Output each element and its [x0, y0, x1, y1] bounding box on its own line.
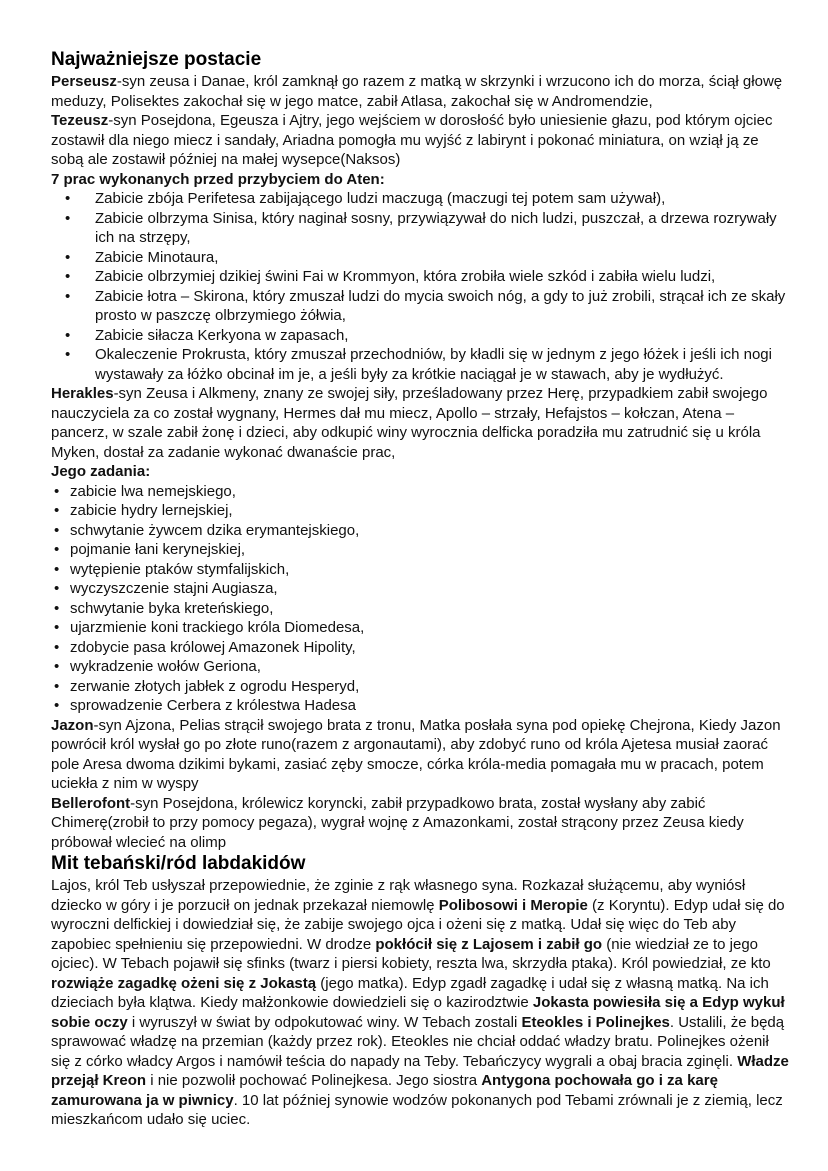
list-item [51, 638, 790, 658]
list-item [51, 696, 790, 716]
paragraph [51, 111, 790, 170]
list-item [51, 677, 790, 697]
text-run: Zabicie Minotaura, [95, 248, 219, 266]
bold-text-run: Eteokles i Polinejkes [521, 1013, 670, 1031]
text-run: i wyruszył w świat by odpokutować winy. W Tebach zostali [127, 1013, 522, 1031]
list-item [51, 618, 790, 638]
text-run: -syn zeusa i Danae, król zamknął go razem z matką w skrzynki i wrzucono ich do morza, ściął głowę meduzy, Polisektes zakochał się w jego matce, zabił Atlasa, zakochał się w Andromendzie, [51, 73, 783, 110]
bold-text-run: Perseusz [51, 73, 117, 90]
text-run: Zabicie olbrzyma Sinisa, który naginał sosny, przywiązywał do nich ludzi, puszczał, a drzewa rozrywały ich na strzępy, [95, 209, 777, 246]
text-run: zdobycie pasa królowej Amazonek Hipolity, [70, 638, 356, 656]
text-run: wyczyszczenie stajni Augiasza, [70, 580, 278, 597]
text-run: -syn Posejdona, królewicz koryncki, zabił przypadkowo brata, został wysłany aby zabić Chimerę(zrobił to przy pomocy pegaza), wygrał wojnę z Amazonkami, został strącony przez Zeusa kiedy próbował wlecieć na olimp [51, 794, 744, 851]
text-run: (z Koryntu). Edyp udał się do wyroczni delfickiej i dowiedział się, że zabije swojego ojca i ożeni się z matką. Udał się więc do Teb aby zapobiec spełnieniu się przepowiedni. W drodze [51, 896, 785, 953]
bold-text-run: Bellerofont [51, 794, 131, 812]
text-run: (nie wiedział ze to jego ojciec). W Tebach pojawił się sfinks (twarz i piersi kobiety, reszta lwa, skrzydła ptaka). Król powiedział, ze kto [51, 935, 771, 972]
text-run: (jego matka). Edyp zgadł zagadkę i udał się z własną matką. Na ich dzieciach była klątwa. Kiedy małżonkowie dowiedzieli się o kazirodztwie [51, 974, 769, 1011]
list-item [51, 189, 790, 209]
list-item [51, 579, 790, 599]
paragraph [51, 876, 790, 1130]
list-item [51, 560, 790, 580]
text-run: pojmanie łani kerynejskiej, [70, 541, 246, 558]
paragraph [51, 384, 790, 462]
text-run: Zabicie siłacza Kerkyona w zapasach, [95, 326, 349, 344]
bullet-list [51, 482, 790, 716]
list-item [51, 267, 790, 287]
bold-text-run: Jokasta powiesiła się a Edyp wykuł sobie oczy [51, 994, 785, 1031]
text-run: Zabicie łotra – Skirona, który zmuszał ludzi do mycia swoich nóg, a gdy to już zrobili, strącał ich ze skały prosto w paszczę olbrzymiego żółwia, [95, 287, 786, 324]
section-heading: Mit tebański/ród labdakidów [51, 853, 306, 874]
list-item [51, 521, 790, 541]
text-run: . Ustalili, że będą sprawować władzę na przemian (każdy przez rok). Eteokles nie chciał oddać władzy bratu. Polinejkes ożenił się z córko władcy Argos i namówił teścia do napady na Teby. Tebańczycy wygrali a obaj bracia zginęli. [51, 1013, 785, 1070]
list-item [51, 501, 790, 521]
bullet-list [51, 189, 790, 384]
bold-text-run: Władze przejął Kreon [51, 1052, 789, 1089]
text-run: Zabicie zbója Perifetesa zabijającego ludzi maczugą (maczugi tej potem sam używał), [95, 190, 666, 207]
paragraph [51, 462, 790, 482]
bold-text-run: Jego zadania: [51, 463, 151, 480]
bold-text-run: rozwiąże zagadkę ożeni się z Jokastą [51, 974, 317, 992]
paragraph [51, 794, 790, 853]
text-run: wytępienie ptaków stymfalijskich, [70, 560, 290, 578]
list-item [51, 599, 790, 619]
text-run: -syn Zeusa i Alkmeny, znany ze swojej siły, prześladowany przez Herę, przypadkiem zabił swojego nauczyciela za co został wygnany, Hermes dał mu miecz, Apollo – strzały, Hefajstos – kołczan, Atena – pancerz, w szale zabił żonę i dzieci, aby odkupić winy wyrocznia delficka poradziła mu zatrudnić się u króla Myken, dostał za zadanie wykonać dwanaście prac, [51, 385, 768, 461]
text-run: Okaleczenie Prokrusta, który zmuszał przechodniów, by kładli się w jednym z jego łóżek i jeśli ich nogi wystawały za łóżko obcinał im je, a jeśli były za krótkie naciągał je w stawach, aby je wydłużyć. [95, 346, 772, 383]
text-run: Lajos, król Teb usłyszał przepowiednie, że zginie z rąk własnego syna. Rozkazał służącemu, aby wyniósł dziecko w góry i je porzucił on jednak przekazał niemowlę [51, 877, 746, 914]
text-run: -syn Ajzona, Pelias strącił swojego brata z tronu, Matka posłała syna pod opiekę Chejrona, Kiedy Jazon powrócił król wysłał go po złote runo(razem z argonautami), aby zdobyć runo od króla Ajetesa musiał zaorać pole Aresa dwoma dzikimi bykami, zasiać zęby smocze, córka króla-media pomagała mu w pracach, potem uciekła z nim w wyspy [51, 716, 781, 792]
bold-text-run: Antygona pochowała go i za karę zamurowana ja w piwnicy [51, 1072, 718, 1109]
list-item [51, 326, 790, 346]
text-run: -syn Posejdona, Egeusza i Ajtry, jego wejściem w dorosłość było uniesienie głazu, pod którym ojciec zostawił dla niego miecz i sandały, Ariadna pomogła mu wyjść z labirynt i pokonać miniatura, on wziął ją ze sobą ale zostawił później na małej wysepce(Naksos) [51, 112, 773, 168]
list-item [51, 345, 790, 384]
bold-text-run: Jazon [51, 716, 94, 734]
list-item [51, 209, 790, 248]
paragraph [51, 72, 790, 111]
list-item [51, 248, 790, 268]
text-run: zerwanie złotych jabłek z ogrodu Hesperyd, [70, 677, 360, 695]
text-run: schwytanie żywcem dzika erymantejskiego, [70, 521, 360, 539]
text-run: schwytanie byka kreteńskiego, [70, 599, 274, 617]
text-run: zabicie hydry lernejskiej, [70, 502, 233, 519]
bold-text-run: 7 prac wykonanych przed przybyciem do Aten: [51, 170, 385, 188]
document-body [51, 48, 790, 1130]
list-item [51, 287, 790, 326]
section-heading: Najważniejsze postacie [51, 49, 262, 70]
bold-text-run: Polibosowi i Meropie [438, 896, 588, 914]
bold-text-run: Tezeusz [51, 112, 109, 129]
text-run: sprowadzenie Cerbera z królestwa Hadesa [70, 697, 356, 714]
text-run: i nie pozwolił pochować Polinejkesa. Jego siostra [146, 1072, 482, 1089]
list-item [51, 540, 790, 560]
list-item [51, 657, 790, 677]
text-run: zabicie lwa nemejskiego, [70, 482, 236, 500]
bold-text-run: pokłócił się z Lajosem i zabił go [375, 935, 603, 953]
bold-text-run: Herakles [51, 385, 114, 402]
text-run: Zabicie olbrzymiej dzikiej świni Fai w Krommyon, która zrobiła wiele szkód i zabiła wielu ludzi, [95, 268, 716, 285]
paragraph [51, 716, 790, 794]
list-item [51, 482, 790, 502]
text-run: ujarzmienie koni trackiego króla Diomedesa, [70, 619, 365, 636]
text-run: wykradzenie wołów Geriona, [70, 658, 261, 675]
paragraph [51, 170, 790, 190]
text-run: . 10 lat później synowie wodzów pokonanych pod Tebami zrównali je z ziemią, lecz mieszkańcom udało się uciec. [51, 1091, 783, 1128]
